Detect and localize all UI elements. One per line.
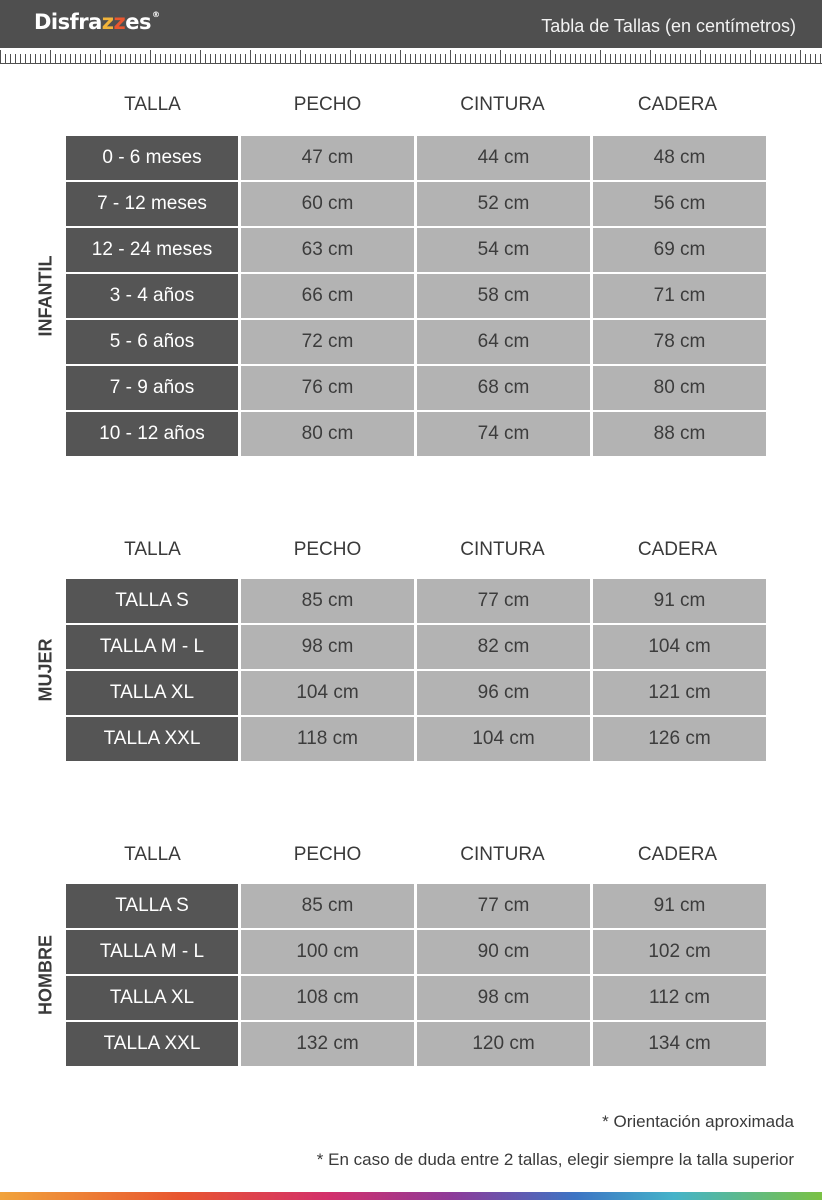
- column-header-cintura: CINTURA: [460, 539, 545, 560]
- size-cell: TALLA XXL: [66, 717, 238, 761]
- column-header-cadera: CADERA: [637, 539, 718, 560]
- ruler-decoration: [0, 48, 822, 64]
- size-cell: TALLA XL: [66, 976, 238, 1020]
- cadera-cell: 69 cm: [593, 228, 766, 272]
- size-cell: TALLA XL: [66, 671, 238, 715]
- table-row: [66, 182, 766, 226]
- size-cell: 0 - 6 meses: [66, 136, 238, 180]
- size-cell: 7 - 12 meses: [66, 182, 238, 226]
- cadera-cell: 91 cm: [593, 884, 766, 928]
- registered-mark: ®: [152, 10, 160, 19]
- brand-logo[interactable]: [34, 10, 160, 34]
- table-row: [66, 366, 766, 410]
- cadera-cell: 112 cm: [593, 976, 766, 1020]
- table-row: [66, 930, 766, 974]
- cintura-cell: 104 cm: [417, 717, 590, 761]
- pecho-cell: 100 cm: [241, 930, 414, 974]
- cadera-cell: 88 cm: [593, 412, 766, 456]
- cintura-cell: 44 cm: [417, 136, 590, 180]
- cadera-cell: 104 cm: [593, 625, 766, 669]
- cintura-cell: 98 cm: [417, 976, 590, 1020]
- size-cell: TALLA S: [66, 579, 238, 623]
- cadera-cell: 78 cm: [593, 320, 766, 364]
- logo-z-red: z: [113, 10, 126, 34]
- pecho-cell: 132 cm: [241, 1022, 414, 1066]
- cintura-cell: 58 cm: [417, 274, 590, 318]
- column-header-pecho: PECHO: [293, 94, 362, 115]
- size-cell: 10 - 12 años: [66, 412, 238, 456]
- pecho-cell: 118 cm: [241, 717, 414, 761]
- column-header-talla: TALLA: [124, 539, 181, 560]
- size-cell: 7 - 9 años: [66, 366, 238, 410]
- table-row: [66, 717, 766, 761]
- cadera-cell: 80 cm: [593, 366, 766, 410]
- size-cell: TALLA S: [66, 884, 238, 928]
- pecho-cell: 85 cm: [241, 884, 414, 928]
- section-label-mujer: MUJER: [35, 638, 56, 702]
- note-approximate: * Orientación aproximada: [602, 1112, 794, 1131]
- size-cell: TALLA XXL: [66, 1022, 238, 1066]
- cadera-cell: 56 cm: [593, 182, 766, 226]
- cintura-cell: 82 cm: [417, 625, 590, 669]
- cintura-cell: 68 cm: [417, 366, 590, 410]
- table-row: [66, 976, 766, 1020]
- pecho-cell: 76 cm: [241, 366, 414, 410]
- page-title: Tabla de Tallas (en centímetros): [541, 16, 796, 36]
- cadera-cell: 126 cm: [593, 717, 766, 761]
- cintura-cell: 52 cm: [417, 182, 590, 226]
- table-row: [66, 1022, 766, 1066]
- table-row: [66, 884, 766, 928]
- pecho-cell: 80 cm: [241, 412, 414, 456]
- cintura-cell: 77 cm: [417, 884, 590, 928]
- size-cell: 12 - 24 meses: [66, 228, 238, 272]
- size-cell: TALLA M - L: [66, 625, 238, 669]
- table-row: [66, 671, 766, 715]
- pecho-cell: 85 cm: [241, 579, 414, 623]
- cintura-cell: 74 cm: [417, 412, 590, 456]
- size-cell: TALLA M - L: [66, 930, 238, 974]
- cadera-cell: 48 cm: [593, 136, 766, 180]
- pecho-cell: 66 cm: [241, 274, 414, 318]
- cadera-cell: 102 cm: [593, 930, 766, 974]
- pecho-cell: 47 cm: [241, 136, 414, 180]
- logo-text-start: Disfra: [34, 10, 102, 34]
- table-row: [66, 579, 766, 623]
- note-size-advice: * En caso de duda entre 2 tallas, elegir siempre la talla superior: [316, 1150, 794, 1169]
- rainbow-stripe: [0, 1192, 822, 1200]
- table-row: [66, 320, 766, 364]
- table-row: [66, 136, 766, 180]
- column-header-cintura: CINTURA: [460, 94, 545, 115]
- cadera-cell: 91 cm: [593, 579, 766, 623]
- table-row: [66, 625, 766, 669]
- pecho-cell: 104 cm: [241, 671, 414, 715]
- cadera-cell: 121 cm: [593, 671, 766, 715]
- pecho-cell: 60 cm: [241, 182, 414, 226]
- cintura-cell: 77 cm: [417, 579, 590, 623]
- logo-text-end: es: [125, 10, 152, 34]
- cintura-cell: 120 cm: [417, 1022, 590, 1066]
- pecho-cell: 63 cm: [241, 228, 414, 272]
- cadera-cell: 71 cm: [593, 274, 766, 318]
- table-row: [66, 274, 766, 318]
- pecho-cell: 98 cm: [241, 625, 414, 669]
- pecho-cell: 72 cm: [241, 320, 414, 364]
- table-row: [66, 228, 766, 272]
- column-header-cintura: CINTURA: [460, 844, 545, 865]
- size-cell: 3 - 4 años: [66, 274, 238, 318]
- size-cell: 5 - 6 años: [66, 320, 238, 364]
- cintura-cell: 54 cm: [417, 228, 590, 272]
- ruler-baseline: [0, 63, 822, 64]
- column-header-pecho: PECHO: [293, 539, 362, 560]
- logo-z-orange: z: [101, 10, 114, 34]
- section-label-infantil: INFANTIL: [35, 255, 56, 337]
- column-header-pecho: PECHO: [293, 844, 362, 865]
- table-row: [66, 412, 766, 456]
- top-bar: [0, 0, 822, 48]
- column-header-talla: TALLA: [124, 844, 181, 865]
- pecho-cell: 108 cm: [241, 976, 414, 1020]
- section-label-hombre: HOMBRE: [35, 935, 56, 1015]
- cintura-cell: 90 cm: [417, 930, 590, 974]
- column-header-talla: TALLA: [124, 94, 181, 115]
- column-header-cadera: CADERA: [637, 844, 718, 865]
- cintura-cell: 96 cm: [417, 671, 590, 715]
- column-header-cadera: CADERA: [637, 94, 718, 115]
- cintura-cell: 64 cm: [417, 320, 590, 364]
- cadera-cell: 134 cm: [593, 1022, 766, 1066]
